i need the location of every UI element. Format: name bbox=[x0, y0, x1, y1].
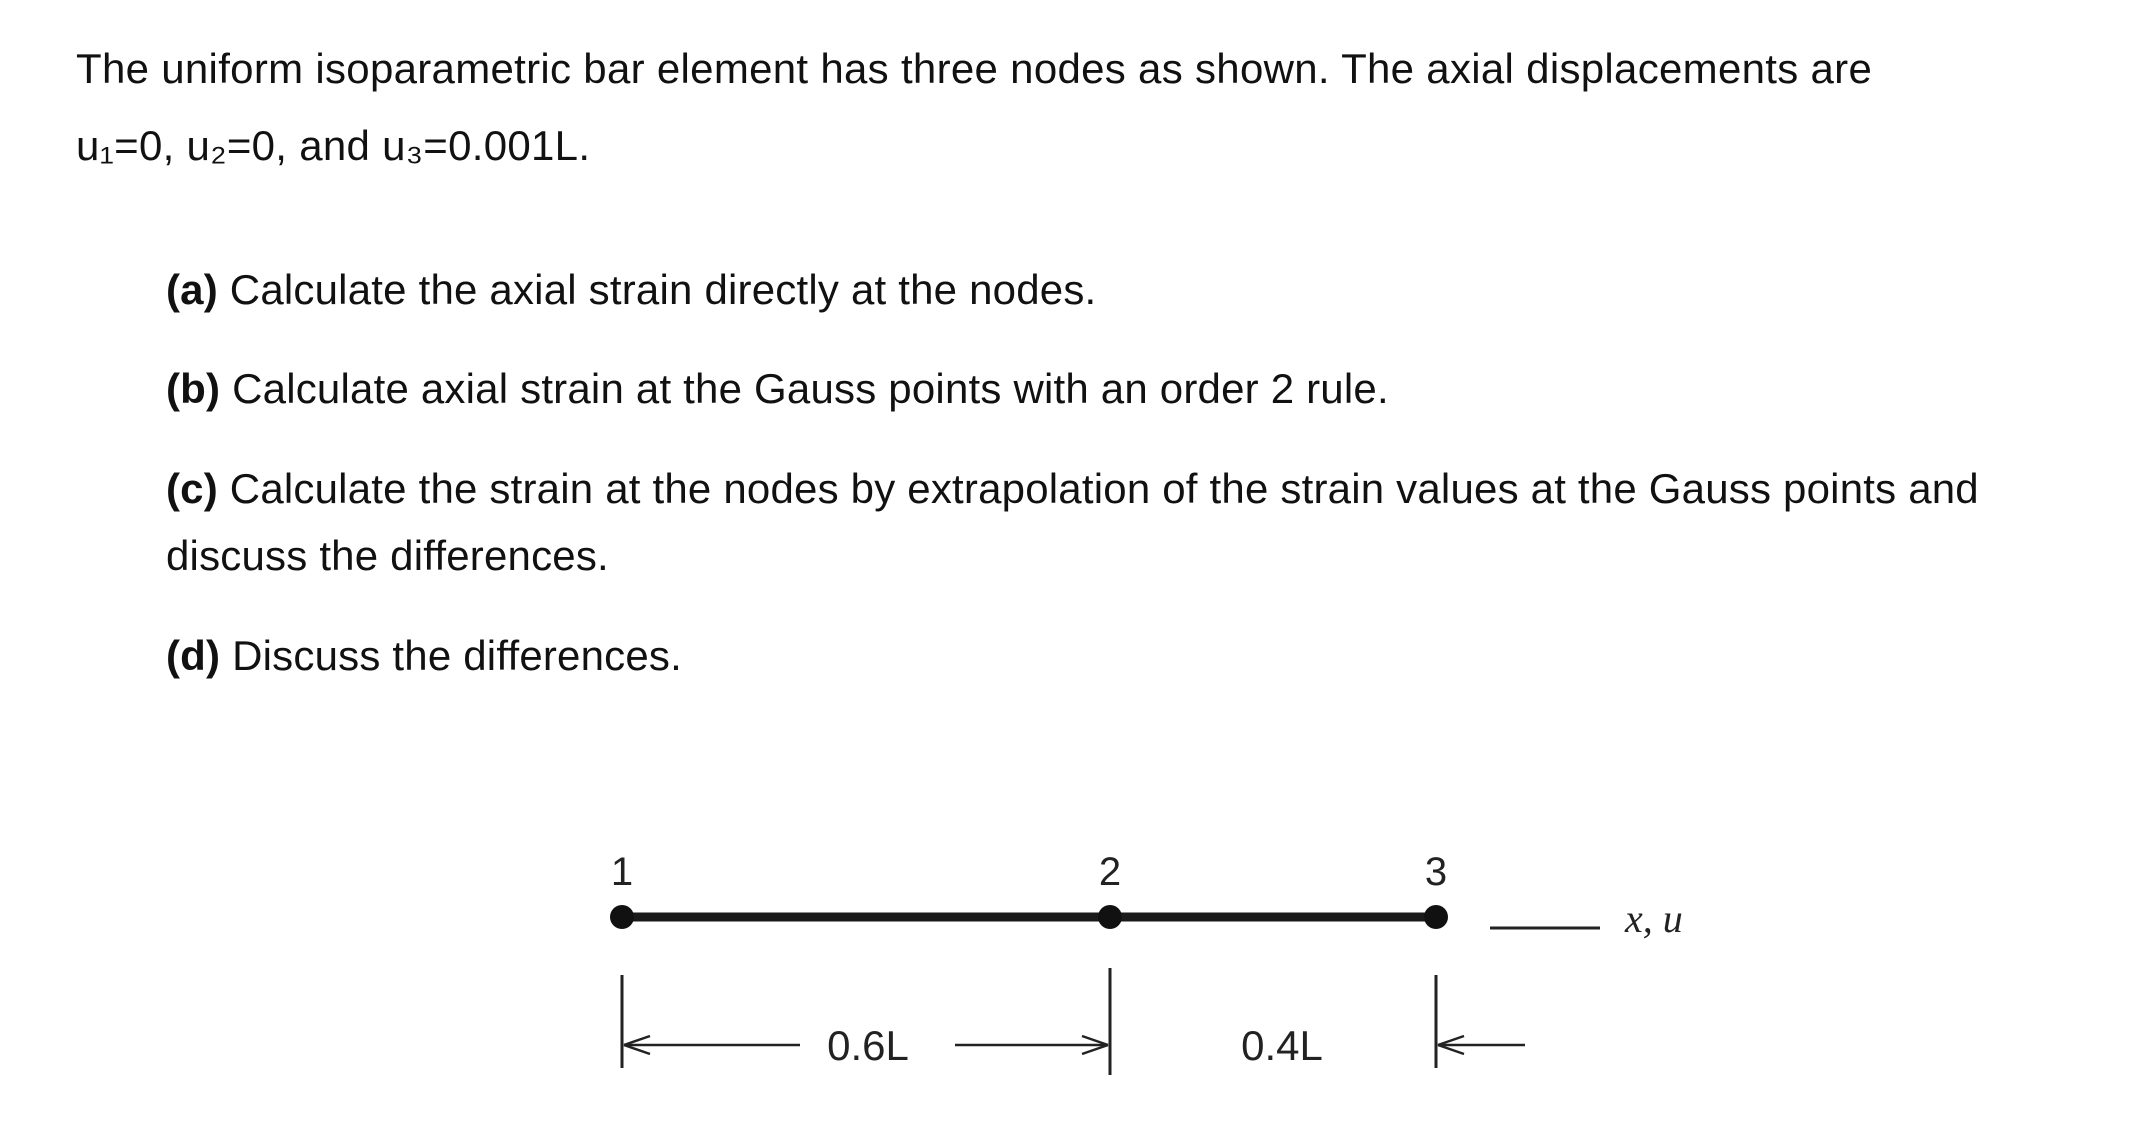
part-a-tag: (a) bbox=[166, 266, 218, 313]
node-2-label: 2 bbox=[1098, 850, 1122, 894]
axis-label: x, u bbox=[1625, 896, 1683, 941]
dim-04-label: 0.4L bbox=[1241, 1022, 1323, 1069]
node-3-dot bbox=[1424, 905, 1448, 929]
node-2-dot bbox=[1098, 905, 1122, 929]
part-c-text: Calculate the strain at the nodes by extrapolation of the strain values at the Gauss points and discuss the differences. bbox=[166, 465, 1979, 579]
part-a-text: Calculate the axial strain directly at the nodes. bbox=[217, 266, 1097, 313]
part-d-text: Discuss the differences. bbox=[220, 632, 683, 679]
node-3-label: 3 bbox=[1424, 850, 1448, 894]
dim-06-label: 0.6L bbox=[827, 1022, 909, 1069]
problem-statement-line-2: u₁=0, u₂=0, and u₃=0.001L. bbox=[76, 122, 591, 169]
part-d-tag: (d) bbox=[166, 632, 221, 679]
part-b-text: Calculate axial strain at the Gauss points with an order 2 rule. bbox=[220, 365, 1389, 412]
part-b-tag: (b) bbox=[166, 365, 221, 412]
node-1-label: 1 bbox=[610, 850, 634, 894]
node-1-dot bbox=[610, 905, 634, 929]
problem-statement-line-1: The uniform isoparametric bar element has three nodes as shown. The axial displacements are bbox=[76, 45, 1873, 92]
part-c-tag: (c) bbox=[166, 465, 218, 512]
